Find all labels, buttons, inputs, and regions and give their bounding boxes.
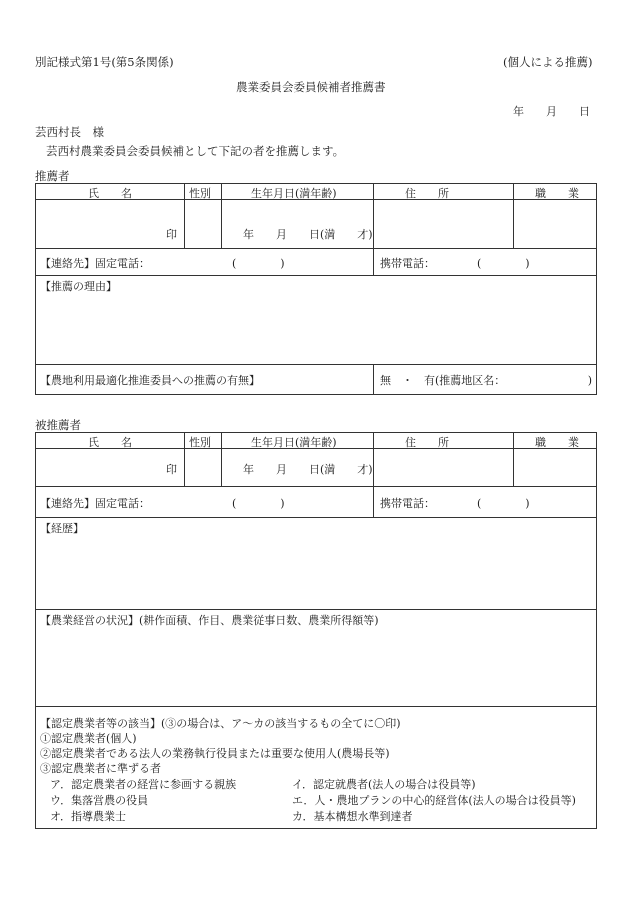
nominee-col-sex: 性別 — [189, 436, 211, 449]
cert-item: ①認定農業者(個人) — [40, 732, 137, 745]
nominee-col-address: 住 所 — [405, 436, 449, 449]
nominee-section-label: 被推薦者 — [35, 418, 81, 432]
recommender-col-address: 住 所 — [405, 187, 449, 200]
farm-status-label: 【農業経営の状況】(耕作面積、作目、農業従事日数、農業所得額等) — [40, 614, 379, 627]
addressee: 芸西村長 様 — [35, 125, 104, 139]
cert-item: ③認定農業者に準ずる者 — [40, 762, 161, 775]
promoter-value: 無 ・ 有(推薦地区名： ) — [380, 374, 593, 387]
nominee-seal: 印 — [166, 463, 177, 476]
promoter-label: 【農地利用最適化推進委員への推薦の有無】 — [40, 374, 260, 387]
recommender-mobile-label: 携帯電話： — [380, 257, 435, 270]
document-title: 農業委員会委員候補者推薦書 — [236, 80, 386, 94]
sub-item: カ．基本構想水準到達者 — [292, 810, 413, 823]
sub-item: イ．認定就農者(法人の場合は役員等) — [292, 778, 476, 791]
recommender-section-label: 推薦者 — [35, 169, 70, 183]
nominee-mobile-label: 携帯電話： — [380, 497, 435, 510]
intro-text: 芸西村農業委員会委員候補として下記の者を推薦します。 — [46, 144, 345, 158]
recommender-reason-label: 【推薦の理由】 — [40, 280, 117, 293]
nominee-landline-label: 【連絡先】固定電話： — [40, 497, 150, 510]
recommender-mobile-paren: ( ) — [477, 257, 530, 270]
date-line: 年 月 日 — [513, 105, 590, 118]
sub-item: ア．認定農業者の経営に参画する親族 — [50, 778, 237, 791]
recommender-col-name: 氏 名 — [88, 187, 132, 200]
form-type: (個人による推薦) — [503, 55, 593, 69]
nominee-col-job: 職 業 — [535, 436, 579, 449]
recommender-col-sex: 性別 — [189, 187, 211, 200]
sub-item: エ．人・農地プランの中心的経営体(法人の場合は役員等) — [292, 794, 576, 807]
cert-label: 【認定農業者等の該当】(③の場合は、ア～カの該当するもの全てに〇印) — [40, 717, 401, 730]
nominee-birth-value: 年 月 日(満 才) — [243, 463, 373, 476]
career-label: 【経歴】 — [40, 522, 84, 535]
recommender-birth-value: 年 月 日(満 才) — [243, 228, 373, 241]
sub-item: オ．指導農業士 — [50, 810, 127, 823]
recommender-col-birth: 生年月日(満年齢) — [251, 187, 337, 200]
recommender-landline-label: 【連絡先】固定電話： — [40, 257, 150, 270]
nominee-col-name: 氏 名 — [88, 436, 132, 449]
sub-item: ウ．集落営農の役員 — [50, 794, 149, 807]
recommender-col-job: 職 業 — [535, 187, 579, 200]
form-number: 別記様式第1号(第5条関係) — [35, 55, 174, 69]
recommender-landline-paren: ( ) — [232, 257, 285, 270]
nominee-mobile-paren: ( ) — [477, 497, 530, 510]
recommender-seal: 印 — [166, 228, 177, 241]
nominee-landline-paren: ( ) — [232, 497, 285, 510]
nominee-col-birth: 生年月日(満年齢) — [251, 436, 337, 449]
cert-item: ②認定農業者である法人の業務執行役員または重要な使用人(農場長等) — [40, 747, 390, 760]
